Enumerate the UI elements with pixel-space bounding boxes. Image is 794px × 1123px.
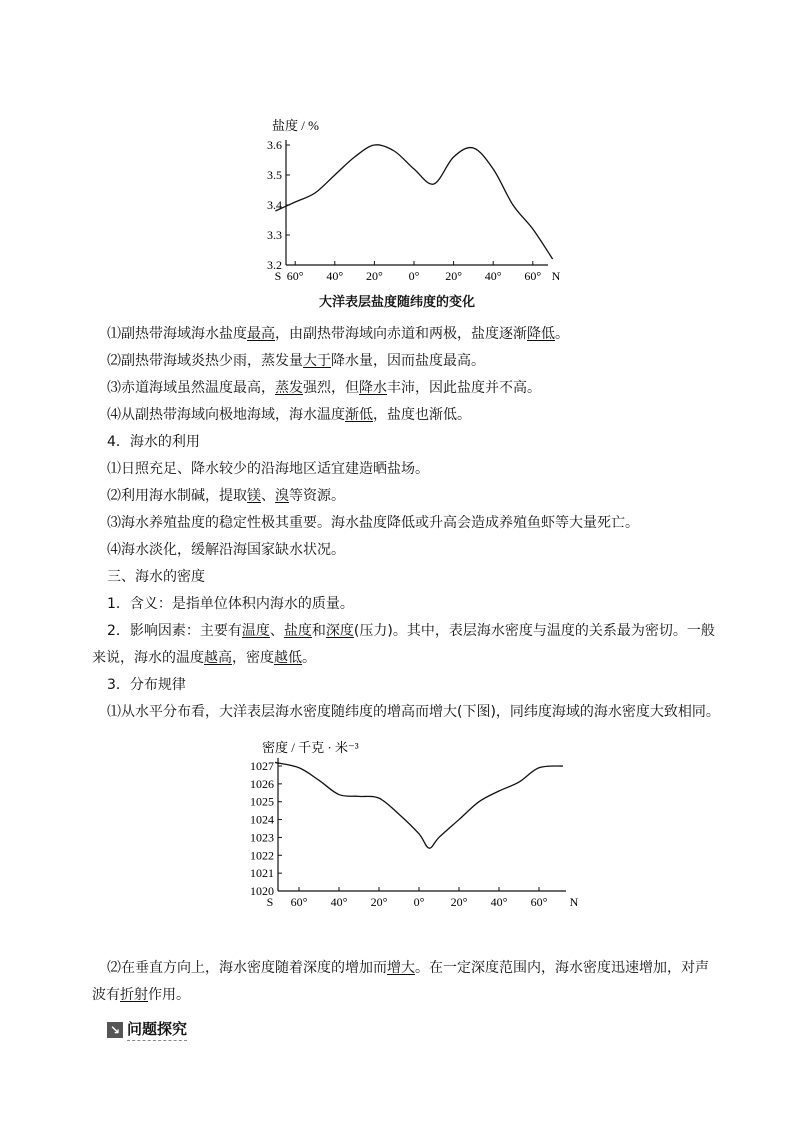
y-tick-label: 3.3 (267, 228, 282, 242)
salinity-chart-caption: 大洋表层盐度随纬度的变化 (318, 295, 475, 310)
y-tick-label: 3.5 (267, 168, 282, 182)
x-tick-label: 40° (330, 895, 348, 909)
use-point-2 (107, 486, 345, 506)
distribution-vertical-1 (107, 958, 709, 978)
x-tick-label: 20° (445, 269, 463, 283)
y-tick-label: 3.4 (267, 198, 282, 212)
text-segment: ，密度 (232, 650, 274, 666)
distribution-vertical-2 (92, 985, 190, 1005)
data-line (275, 145, 552, 259)
text-segment: 波有 (92, 987, 120, 1003)
text-segment: 强烈，但 (303, 380, 359, 396)
underlined-term: 大于 (303, 353, 331, 369)
text-segment: 丰沛，因此盐度并不高。 (387, 380, 541, 396)
text-segment: 和 (311, 623, 326, 639)
text-segment: ⑴从水平分布看，大洋表层海水密度随纬度的增高而增大(下图)，同纬度海域的海水密度大致相同。 (107, 704, 720, 720)
text-segment: ⑵利用海水制碱，提取 (107, 488, 247, 504)
underlined-term: 折射 (120, 987, 148, 1003)
heading-distribution: 3．分布规律 (107, 677, 186, 693)
text-segment: (压力)。其中，表层海水密度与温度的关系最为密切。一般 (353, 623, 715, 639)
text-segment: 等资源。 (289, 488, 345, 504)
y-tick-label: 3.6 (267, 138, 282, 152)
salinity-chart (0, 0, 794, 300)
underlined-term: 最高 (247, 326, 275, 342)
data-line (275, 762, 563, 848)
salinity-point-1 (107, 324, 569, 344)
density-chart (0, 730, 794, 930)
x-tick-label: 60° (530, 895, 548, 909)
x-tick-label: S (266, 895, 274, 909)
underlined-term: 越高 (204, 650, 232, 666)
text-segment: 。在一定深度范围内，海水密度迅速增加，对声 (415, 960, 709, 976)
text-segment: ⑴日照充足、降水较少的沿海地区适宜建造晒盐场。 (107, 461, 429, 477)
text-segment: ，盐度也渐低。 (373, 407, 471, 423)
y-axis-label: 盐度 / % (272, 118, 319, 133)
use-point-4 (107, 540, 345, 560)
underlined-term: 溴 (275, 488, 289, 504)
text-segment: 2．影响因素：主要有 (107, 623, 242, 639)
underlined-term: 蒸发 (275, 380, 303, 396)
underlined-term: 深度 (325, 623, 354, 639)
salinity-point-4 (107, 405, 471, 425)
y-tick-label: 1022 (250, 848, 274, 863)
density-factors-2 (92, 648, 316, 668)
text-segment: ⑶赤道海域虽然温度最高， (107, 380, 275, 396)
x-tick-label: 40° (490, 895, 508, 909)
text-segment: 、 (261, 488, 275, 504)
underlined-term: 镁 (247, 488, 261, 504)
section-header (107, 1018, 187, 1041)
text-segment: 来说，海水的温度 (92, 650, 204, 666)
underlined-term: 降低 (527, 326, 555, 342)
x-tick-label: 20° (370, 895, 388, 909)
text-segment: ，由副热带海域向赤道和两极，盐度逐渐 (275, 326, 527, 342)
heading-density: 三、海水的密度 (107, 569, 205, 585)
y-tick-label: 1023 (250, 830, 274, 845)
underlined-term: 盐度 (283, 623, 312, 639)
underlined-term: 增大 (387, 960, 415, 976)
distribution-horizontal (107, 702, 720, 722)
text-segment: ⑶海水养殖盐度的稳定性极其重要。海水盐度降低或升高会造成养殖鱼虾等大量死亡。 (107, 515, 639, 531)
text-segment: 作用。 (148, 987, 190, 1003)
x-tick-label: N (569, 895, 579, 909)
heading-sea-water-use: 4．海水的利用 (107, 434, 200, 450)
text-segment: ⑵副热带海域炎热少雨，蒸发量 (107, 353, 303, 369)
text-segment: ⑵在垂直方向上，海水密度随着深度的增加而 (107, 960, 387, 976)
salinity-point-3 (107, 378, 541, 398)
x-tick-label: 20° (365, 269, 383, 283)
x-tick-label: 60° (290, 895, 308, 909)
y-tick-label: 1027 (250, 759, 274, 773)
x-tick-label: 60° (524, 269, 542, 283)
y-tick-label: 1020 (250, 884, 274, 898)
y-tick-label: 3.2 (267, 258, 282, 272)
underlined-term: 渐低 (345, 407, 373, 423)
y-tick-label: 1025 (250, 794, 274, 809)
x-tick-label: 40° (326, 269, 344, 283)
underlined-term: 降水 (359, 380, 387, 396)
y-tick-label: 1024 (250, 812, 274, 827)
text-segment: ⑷海水淡化，缓解沿海国家缺水状况。 (107, 542, 345, 558)
x-tick-label: S (274, 269, 282, 283)
density-factors-1 (107, 621, 715, 641)
text-segment: ⑷从副热带海域向极地海域，海水温度 (107, 407, 345, 423)
arrow-icon: ↘ (107, 1022, 123, 1038)
y-tick-label: 1021 (250, 866, 274, 881)
section-title: 问题探究 (127, 1018, 187, 1041)
x-tick-label: 0° (408, 269, 420, 283)
x-tick-label: 20° (450, 895, 468, 909)
y-axis-label: 密度 / 千克 · 米⁻³ (262, 740, 359, 755)
use-point-1 (107, 459, 429, 479)
text-segment: 。 (555, 326, 569, 342)
use-point-3 (107, 513, 639, 533)
salinity-point-2 (107, 351, 485, 371)
x-tick-label: 0° (413, 895, 425, 909)
density-definition: 1．含义：是指单位体积内海水的质量。 (107, 596, 354, 612)
underlined-term: 温度 (241, 623, 270, 639)
text-segment: 、 (269, 623, 284, 639)
x-tick-label: 60° (286, 269, 304, 283)
text-segment: 降水量，因而盐度最高。 (331, 353, 485, 369)
underlined-term: 越低 (274, 650, 302, 666)
x-tick-label: 40° (484, 269, 502, 283)
text-segment: 。 (302, 650, 316, 666)
x-tick-label: N (551, 269, 561, 283)
text-segment: ⑴副热带海域海水盐度 (107, 326, 247, 342)
y-tick-label: 1026 (250, 776, 274, 791)
